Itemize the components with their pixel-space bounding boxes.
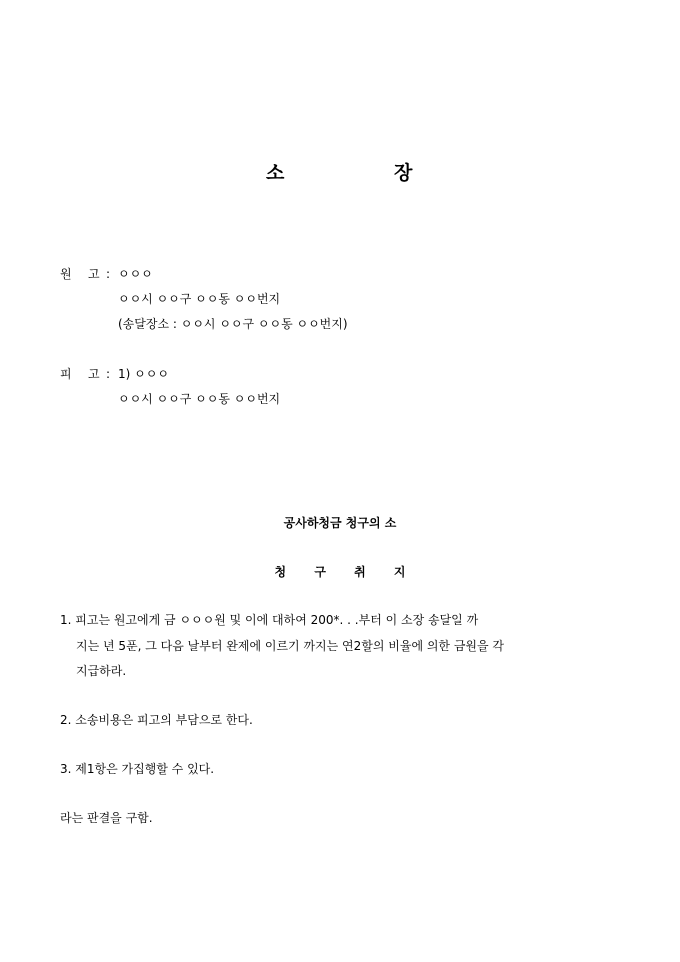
defendant-label-2: 고 [88,367,100,381]
defendant-colon: : [106,367,111,381]
plaintiff-address: ㅇㅇ시 ㅇㅇ구 ㅇㅇ동 ㅇㅇ번지 [118,292,281,306]
claim-1-line-2: 지는 년 5푼, 그 다음 날부터 완제에 이르기 까지는 연2할의 비율에 의한 금원을 각 [76,639,505,653]
defendant-label-1: 피 [60,367,72,381]
plaintiff-service-address: (송달장소 : ㅇㅇ시 ㅇㅇ구 ㅇㅇ동 ㅇㅇ번지) [118,317,348,331]
plaintiff-colon: : [106,267,111,281]
defendant-address: ㅇㅇ시 ㅇㅇ구 ㅇㅇ동 ㅇㅇ번지 [118,392,281,406]
defendant-name: 1) ㅇㅇㅇ [118,367,169,381]
case-name: 공사하청금 청구의 소 [283,516,397,530]
claim-2: 2. 소송비용은 피고의 부담으로 한다. [60,713,253,727]
title-char-1: 소 [266,162,285,184]
claim-heading: 청 구 취 지 [274,565,418,579]
plaintiff-name: ㅇㅇㅇ [118,267,153,281]
closing-statement: 라는 판결을 구함. [60,811,153,825]
claim-1-line-3: 지급하라. [76,664,127,678]
claim-3: 3. 제1항은 가집행할 수 있다. [60,762,215,776]
plaintiff-label-2: 고 [88,267,100,281]
plaintiff-label-1: 원 [60,267,72,281]
claim-1-line-1: 1. 피고는 원고에게 금 ㅇㅇㅇ원 및 이에 대하여 200*. . .부터 이 소장 송달일 까 [60,613,479,627]
title-char-2: 장 [394,162,413,184]
